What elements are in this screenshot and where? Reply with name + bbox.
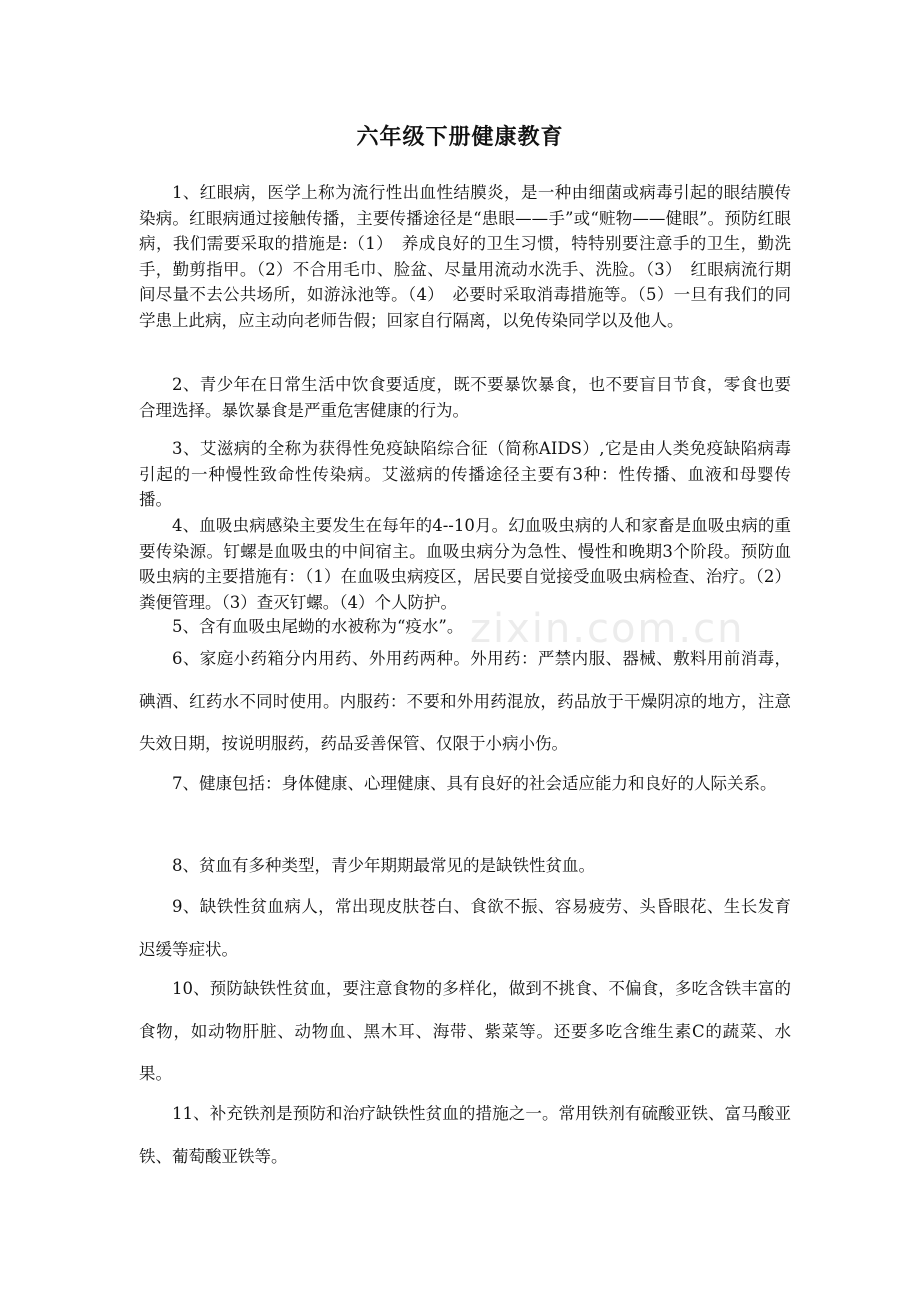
paragraph-6: 6、家庭小药箱分内用药、外用药两种。外用药：严禁内服、器械、敷料用前消毒，碘酒、红药水不同时使用。内服药：不要和外用药混放，药品放于干燥阴凉的地方，注意失效日期，按说明服药，药品妥善保管、仅限于小病小伤。 [139,649,791,753]
paragraph-10: 10、预防缺铁性贫血，要注意食物的多样化，做到不挑食、不偏食，多吃含铁丰富的食物，如动物肝脏、动物血、黑木耳、海带、紫菜等。还要多吃含维生素C的蔬菜、水果。 [139,979,791,1083]
paragraph-11: 11、补充铁剂是预防和治疗缺铁性贫血的措施之一。常用铁剂有硫酸亚铁、富马酸亚铁、葡萄酸亚铁等。 [139,1104,791,1166]
paragraph-2: 2、青少年在日常生活中饮食要适度，既不要暴饮暴食，也不要盲目节食，零食也要合理选择。暴饮暴食是严重危害健康的行为。 [139,375,791,420]
paragraph-1: 1、红眼病，医学上称为流行性出血性结膜炎，是一种由细菌或病毒引起的眼结膜传染病。红眼病通过接触传播，主要传播途径是“患眼——手”或“赃物——健眼”。预防红眼病，我们需要采取的措施是:（1） 养成良好的卫生习惯，特特别要注意手的卫生，勤洗手，勤剪指甲。（2）不合用毛巾、脸盆、尽量用流动水洗手、洗脸。（3） 红眼病流行期间尽量不去公共场所，如游泳池等。（4） 必要时采取消毒措施等。（5）一旦有我们的同学患上此病，应主动向老师告假；回家自行隔离，以免传染同学以及他人。 [139,183,791,330]
paragraph-8: 8、贫血有多种类型，青少年期期最常见的是缺铁性贫血。 [172,856,595,875]
paragraph-9: 9、缺铁性贫血病人，常出现皮肤苍白、食欲不振、容易疲劳、头昏眼花、生长发育迟缓等症状。 [139,897,791,959]
paragraph-4: 4、血吸虫病感染主要发生在每年的4--10月。幻血吸虫病的人和家畜是血吸虫病的重要传染源。钉螺是血吸虫的中间宿主。血吸虫病分为急性、慢性和晚期3个阶段。预防血吸虫病的主要措施有：（1）在血吸虫病疫区，居民要自觉接受血吸虫病检查、治疗。（2）粪便管理。（3）查灭钉螺。（4）个人防护。 [139,516,791,612]
watermark: zixin.com.cn [470,606,745,652]
paragraph-3: 3、艾滋病的全称为获得性免疫缺陷综合征（简称AIDS）,它是由人类免疫缺陷病毒引起的一种慢性致命性传染病。艾滋病的传播途径主要有3种：性传播、血液和母婴传播。 [139,439,791,509]
paragraph-7: 7、健康包括：身体健康、心理健康、具有良好的社会适应能力和良好的人际关系。 [172,774,777,793]
paragraph-5: 5、含有血吸虫尾蚴的水被称为“疫水”。 [172,617,464,636]
page-title: 六年级下册健康教育 [356,125,564,150]
